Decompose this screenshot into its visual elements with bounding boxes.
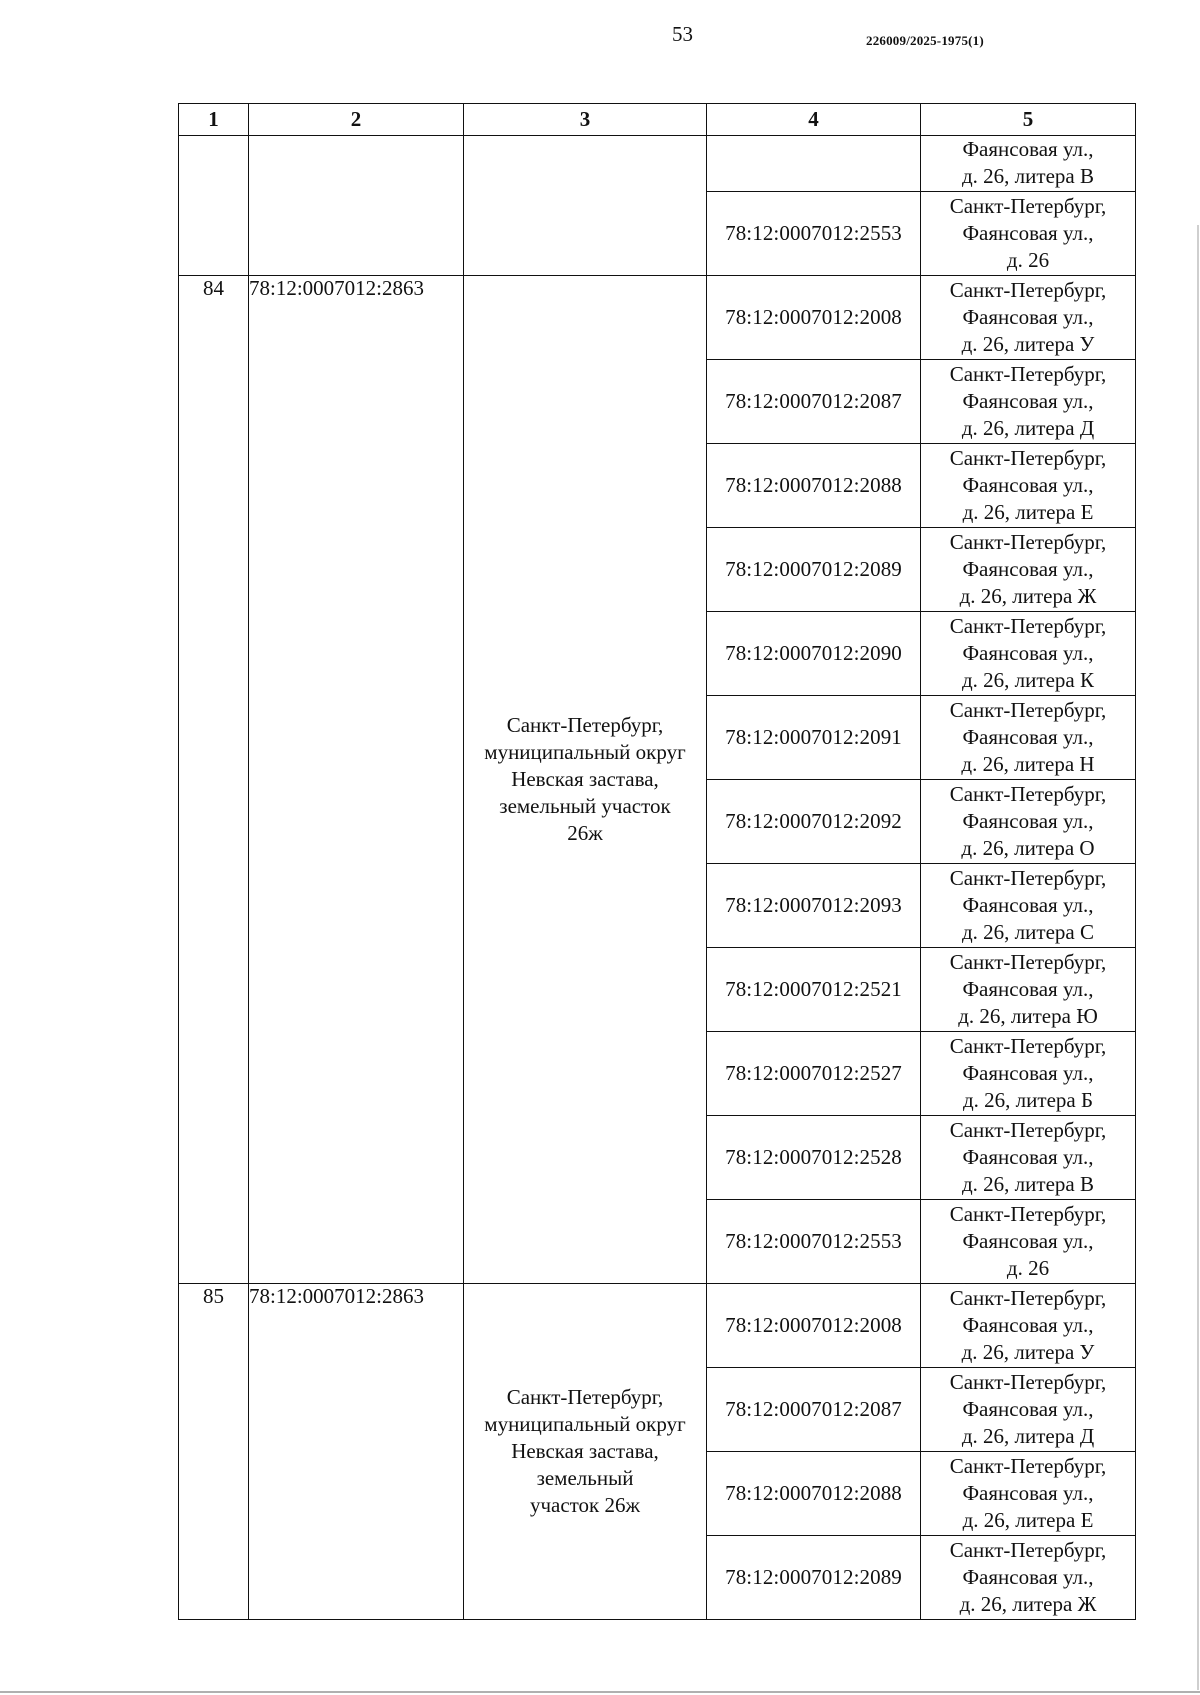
address-line: Санкт-Петербург, bbox=[949, 782, 1107, 806]
address-line: Фаянсовая ул., bbox=[962, 641, 1094, 665]
address-line: Санкт-Петербург, bbox=[949, 530, 1107, 554]
address-line: д. 26, литера В bbox=[962, 1172, 1094, 1196]
address-cell bbox=[921, 1536, 1136, 1620]
cadastral-number-cell: 78:12:0007012:2553 bbox=[707, 192, 921, 276]
cadastral-number-cell: 78:12:0007012:2089 bbox=[707, 1536, 921, 1620]
address-line: Санкт-Петербург, bbox=[949, 278, 1107, 302]
address-line: д. 26, литера Д bbox=[961, 416, 1095, 440]
address-line: Фаянсовая ул., bbox=[962, 137, 1094, 161]
location-line: 26ж bbox=[567, 821, 603, 845]
address-line: д. 26, литера Д bbox=[961, 1424, 1095, 1448]
entry-number-cell: 84 bbox=[179, 276, 249, 1284]
location-line: земельный bbox=[536, 1466, 634, 1490]
address-line: Фаянсовая ул., bbox=[962, 1313, 1094, 1337]
cadastral-number-cell: 78:12:0007012:2008 bbox=[707, 276, 921, 360]
cadastral-number-cell: 78:12:0007012:2088 bbox=[707, 444, 921, 528]
column-header: 3 bbox=[464, 104, 707, 136]
address-line: д. 26, литера К bbox=[962, 668, 1094, 692]
address-line: д. 26, литера Н bbox=[961, 752, 1095, 776]
address-cell bbox=[921, 612, 1136, 696]
address-cell bbox=[921, 948, 1136, 1032]
table-header-row bbox=[179, 104, 1136, 136]
cadastral-number-cell: 78:12:0007012:2087 bbox=[707, 360, 921, 444]
cadastral-number-cell: 78:12:0007012:2090 bbox=[707, 612, 921, 696]
address-line: Фаянсовая ул., bbox=[962, 1397, 1094, 1421]
address-cell bbox=[921, 696, 1136, 780]
cadastral-number-cell: 78:12:0007012:2087 bbox=[707, 1368, 921, 1452]
address-cell bbox=[921, 136, 1136, 192]
location-line: Санкт-Петербург, bbox=[506, 713, 664, 737]
address-line: Фаянсовая ул., bbox=[962, 389, 1094, 413]
location-line: Невская застава, bbox=[511, 767, 659, 791]
address-line: Фаянсовая ул., bbox=[962, 977, 1094, 1001]
entry-number-cell: 85 bbox=[179, 1284, 249, 1620]
address-line: д. 26, литера В bbox=[962, 164, 1094, 188]
location-cell bbox=[464, 136, 707, 276]
address-cell bbox=[921, 360, 1136, 444]
address-line: д. 26, литера У bbox=[961, 1340, 1095, 1364]
page-number: 53 bbox=[672, 22, 693, 46]
address-line: Фаянсовая ул., bbox=[962, 893, 1094, 917]
main-cadastral-cell: 78:12:0007012:2863 bbox=[249, 1284, 464, 1620]
main-cadastral-cell bbox=[249, 136, 464, 276]
cadastral-number-cell: 78:12:0007012:2092 bbox=[707, 780, 921, 864]
cadastral-number-cell: 78:12:0007012:2091 bbox=[707, 696, 921, 780]
location-cell bbox=[464, 276, 707, 1284]
address-cell bbox=[921, 1032, 1136, 1116]
scan-edge-line bbox=[1197, 225, 1199, 1690]
location-line: муниципальный округ bbox=[484, 740, 686, 764]
table-row bbox=[179, 136, 1136, 192]
entry-number-cell bbox=[179, 136, 249, 276]
address-line: д. 26, литера С bbox=[962, 920, 1094, 944]
cadastral-number-cell: 78:12:0007012:2527 bbox=[707, 1032, 921, 1116]
column-header: 1 bbox=[179, 104, 249, 136]
address-line: Санкт-Петербург, bbox=[949, 1202, 1107, 1226]
address-line: Фаянсовая ул., bbox=[962, 305, 1094, 329]
address-cell bbox=[921, 864, 1136, 948]
address-cell bbox=[921, 1452, 1136, 1536]
address-line: д. 26, литера Е bbox=[962, 500, 1094, 524]
address-cell bbox=[921, 276, 1136, 360]
location-cell bbox=[464, 1284, 707, 1620]
address-line: Фаянсовая ул., bbox=[962, 221, 1094, 245]
table-row bbox=[179, 1284, 1136, 1368]
address-line: Санкт-Петербург, bbox=[949, 866, 1107, 890]
column-header: 5 bbox=[921, 104, 1136, 136]
location-line: участок 26ж bbox=[529, 1493, 641, 1517]
address-line: д. 26 bbox=[1006, 1256, 1050, 1280]
cadastral-number-cell: 78:12:0007012:2528 bbox=[707, 1116, 921, 1200]
address-line: Санкт-Петербург, bbox=[949, 362, 1107, 386]
address-line: Фаянсовая ул., bbox=[962, 725, 1094, 749]
cadastral-number-cell: 78:12:0007012:2088 bbox=[707, 1452, 921, 1536]
address-line: д. 26, литера Ж bbox=[959, 1592, 1097, 1616]
address-line: Фаянсовая ул., bbox=[962, 1229, 1094, 1253]
address-line: д. 26, литера У bbox=[961, 332, 1095, 356]
address-line: Фаянсовая ул., bbox=[962, 1061, 1094, 1085]
address-line: д. 26, литера О bbox=[961, 836, 1095, 860]
location-line: земельный участок bbox=[499, 794, 671, 818]
address-line: д. 26, литера Ю bbox=[958, 1004, 1098, 1028]
address-line: Фаянсовая ул., bbox=[962, 809, 1094, 833]
address-cell bbox=[921, 192, 1136, 276]
address-line: Санкт-Петербург, bbox=[949, 194, 1107, 218]
cadastral-number-cell: 78:12:0007012:2521 bbox=[707, 948, 921, 1032]
address-line: Санкт-Петербург, bbox=[949, 1118, 1107, 1142]
address-cell bbox=[921, 1284, 1136, 1368]
address-line: Фаянсовая ул., bbox=[962, 1565, 1094, 1589]
cadastral-number-cell: 78:12:0007012:2553 bbox=[707, 1200, 921, 1284]
address-line: Санкт-Петербург, bbox=[949, 446, 1107, 470]
address-cell bbox=[921, 1116, 1136, 1200]
address-line: Санкт-Петербург, bbox=[949, 1370, 1107, 1394]
column-header: 2 bbox=[249, 104, 464, 136]
address-line: Санкт-Петербург, bbox=[949, 1286, 1107, 1310]
address-line: Санкт-Петербург, bbox=[949, 1454, 1107, 1478]
cadastral-number-cell: 78:12:0007012:2089 bbox=[707, 528, 921, 612]
registry-table bbox=[178, 103, 1136, 1620]
column-header: 4 bbox=[707, 104, 921, 136]
address-line: Фаянсовая ул., bbox=[962, 1145, 1094, 1169]
cadastral-number-cell bbox=[707, 136, 921, 192]
location-line: Невская застава, bbox=[511, 1439, 659, 1463]
address-cell bbox=[921, 528, 1136, 612]
address-line: Санкт-Петербург, bbox=[949, 1034, 1107, 1058]
address-line: д. 26, литера Ж bbox=[959, 584, 1097, 608]
document-code: 226009/2025-1975(1) bbox=[866, 33, 984, 48]
address-line: д. 26 bbox=[1006, 248, 1050, 272]
address-line: Фаянсовая ул., bbox=[962, 473, 1094, 497]
cadastral-number-cell: 78:12:0007012:2093 bbox=[707, 864, 921, 948]
address-line: Фаянсовая ул., bbox=[962, 1481, 1094, 1505]
scan-bottom-line bbox=[0, 1691, 1200, 1693]
address-line: Санкт-Петербург, bbox=[949, 614, 1107, 638]
table-row bbox=[179, 276, 1136, 360]
location-line: муниципальный округ bbox=[484, 1412, 686, 1436]
cadastral-number-cell: 78:12:0007012:2008 bbox=[707, 1284, 921, 1368]
address-cell bbox=[921, 780, 1136, 864]
main-cadastral-cell: 78:12:0007012:2863 bbox=[249, 276, 464, 1284]
address-line: Санкт-Петербург, bbox=[949, 950, 1107, 974]
address-line: Фаянсовая ул., bbox=[962, 557, 1094, 581]
address-line: Санкт-Петербург, bbox=[949, 698, 1107, 722]
address-cell bbox=[921, 1368, 1136, 1452]
address-cell bbox=[921, 444, 1136, 528]
address-cell bbox=[921, 1200, 1136, 1284]
location-line: Санкт-Петербург, bbox=[506, 1385, 664, 1409]
address-line: д. 26, литера Б bbox=[962, 1088, 1094, 1112]
address-line: Санкт-Петербург, bbox=[949, 1538, 1107, 1562]
address-line: д. 26, литера Е bbox=[962, 1508, 1094, 1532]
